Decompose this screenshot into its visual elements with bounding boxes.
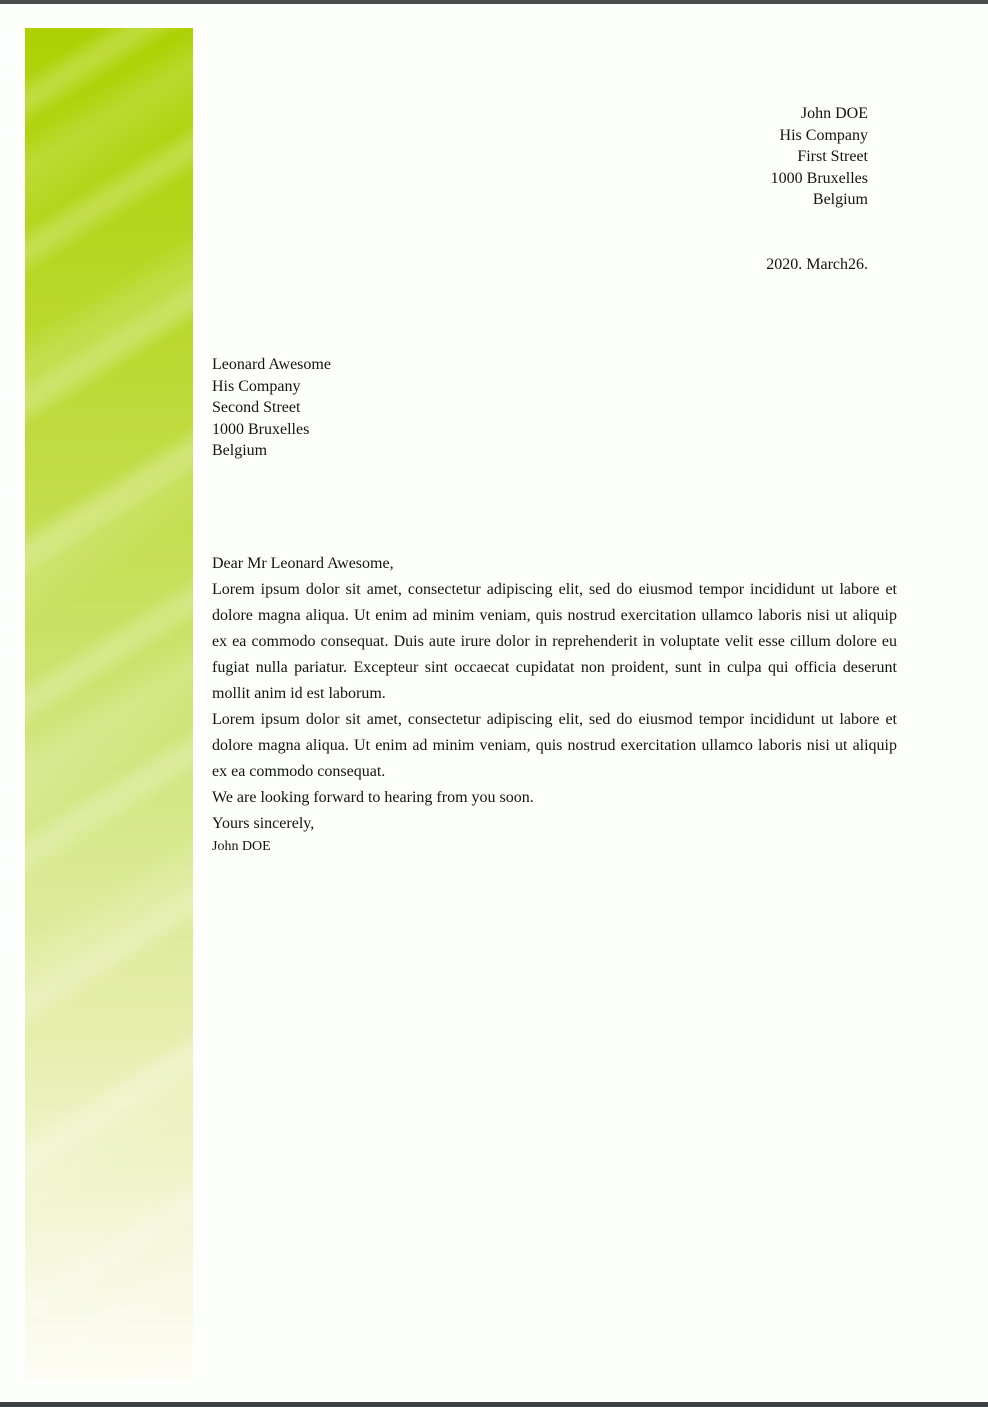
- recipient-address-line: His Company: [212, 377, 301, 395]
- sender-address-line: First Street: [797, 148, 868, 165]
- green-gradient-sidebar: [25, 28, 193, 1380]
- body-paragraph: Lorem ipsum dolor sit amet, consectetur adipiscing elit, sed do eiusmod tempor incididunt ut labore et dolore magna aliqua. Ut enim ad minim veniam, quis nostrud exercitation ullamco laboris nisi ut aliquip ex ea commodo consequat.: [212, 711, 897, 780]
- bottom-border-bar: [0, 1402, 988, 1407]
- letter-body: [212, 551, 897, 857]
- signature-name: John DOE: [212, 839, 271, 854]
- sender-address-line: Belgium: [812, 191, 868, 208]
- letter-date: 2020. March26.: [766, 256, 868, 273]
- sender-address-block: [771, 103, 868, 211]
- recipient-address-line: Leonard Awesome: [212, 356, 331, 373]
- closing-line: We are looking forward to hearing from you soon.: [212, 789, 534, 806]
- salutation: Dear Mr Leonard Awesome,: [212, 555, 394, 572]
- sender-address-line: His Company: [779, 126, 868, 144]
- valediction: Yours sincerely,: [212, 815, 315, 832]
- recipient-address-line: Belgium: [212, 442, 268, 459]
- recipient-address-block: [212, 354, 331, 462]
- top-border-bar: [0, 0, 988, 4]
- sender-address-line: 1000 Bruxelles: [770, 169, 868, 187]
- recipient-address-line: 1000 Bruxelles: [212, 420, 310, 438]
- body-paragraph: Lorem ipsum dolor sit amet, consectetur adipiscing elit, sed do eiusmod tempor incididunt ut labore et dolore magna aliqua. Ut enim ad minim veniam, quis nostrud exercitation ullamco laboris nisi ut aliquip ex ea commodo consequat. Duis aute irure dolor in reprehenderit in voluptate velit esse cillum dolore eu fugiat nulla pariatur. Excepteur sint occaecat cupidatat non proident, sunt in culpa qui officia deserunt mollit anim id est laborum.: [212, 581, 897, 702]
- sender-address-line: John DOE: [800, 105, 868, 122]
- recipient-address-line: Second Street: [212, 399, 301, 416]
